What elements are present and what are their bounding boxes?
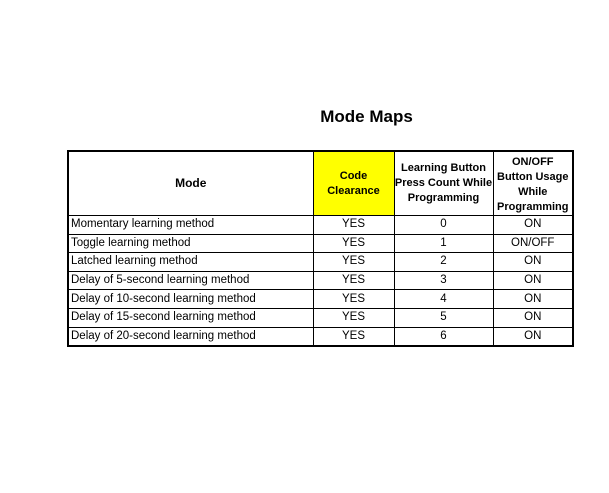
header-code-clearance	[313, 151, 394, 216]
cell-press-count: 0	[394, 216, 493, 235]
cell-code-clearance: YES	[313, 216, 394, 235]
cell-onoff-usage: ON	[493, 290, 573, 309]
table-row	[68, 327, 573, 346]
cell-mode: Delay of 5-second learning method	[68, 271, 313, 290]
table-row	[68, 216, 573, 235]
cell-code-clearance: YES	[313, 290, 394, 309]
cell-mode: Latched learning method	[68, 253, 313, 272]
cell-mode: Delay of 20-second learning method	[68, 327, 313, 346]
cell-mode: Momentary learning method	[68, 216, 313, 235]
cell-mode: Toggle learning method	[68, 234, 313, 253]
cell-press-count: 1	[394, 234, 493, 253]
table-row	[68, 234, 573, 253]
cell-code-clearance: YES	[313, 271, 394, 290]
table-row	[68, 308, 573, 327]
header-onoff-button-label: ON/OFF Button Usage While Programming	[496, 156, 569, 213]
cell-press-count: 6	[394, 327, 493, 346]
table-header-row	[68, 151, 573, 216]
cell-press-count: 4	[394, 290, 493, 309]
cell-code-clearance: YES	[313, 327, 394, 346]
cell-code-clearance: YES	[313, 234, 394, 253]
header-learning-button-label: Learning Button Press Count While Programming	[394, 162, 493, 204]
mode-maps-table	[67, 150, 574, 347]
cell-onoff-usage: ON	[493, 308, 573, 327]
cell-onoff-usage: ON	[493, 271, 573, 290]
cell-mode: Delay of 15-second learning method	[68, 308, 313, 327]
cell-press-count: 2	[394, 253, 493, 272]
table-row	[68, 290, 573, 309]
cell-onoff-usage: ON/OFF	[493, 234, 573, 253]
cell-press-count: 3	[394, 271, 493, 290]
mode-maps-table-container	[67, 150, 574, 347]
cell-press-count: 5	[394, 308, 493, 327]
page-title: Mode Maps	[320, 107, 413, 126]
table-row	[68, 253, 573, 272]
cell-onoff-usage: ON	[493, 216, 573, 235]
cell-code-clearance: YES	[313, 308, 394, 327]
header-learning-button-count	[394, 151, 493, 216]
cell-mode: Delay of 10-second learning method	[68, 290, 313, 309]
cell-onoff-usage: ON	[493, 253, 573, 272]
cell-onoff-usage: ON	[493, 327, 573, 346]
table-body	[68, 216, 573, 347]
table-row	[68, 271, 573, 290]
header-code-clearance-label: Code Clearance	[327, 169, 380, 197]
header-mode: Mode	[68, 151, 313, 216]
header-onoff-button-usage	[493, 151, 573, 216]
cell-code-clearance: YES	[313, 253, 394, 272]
